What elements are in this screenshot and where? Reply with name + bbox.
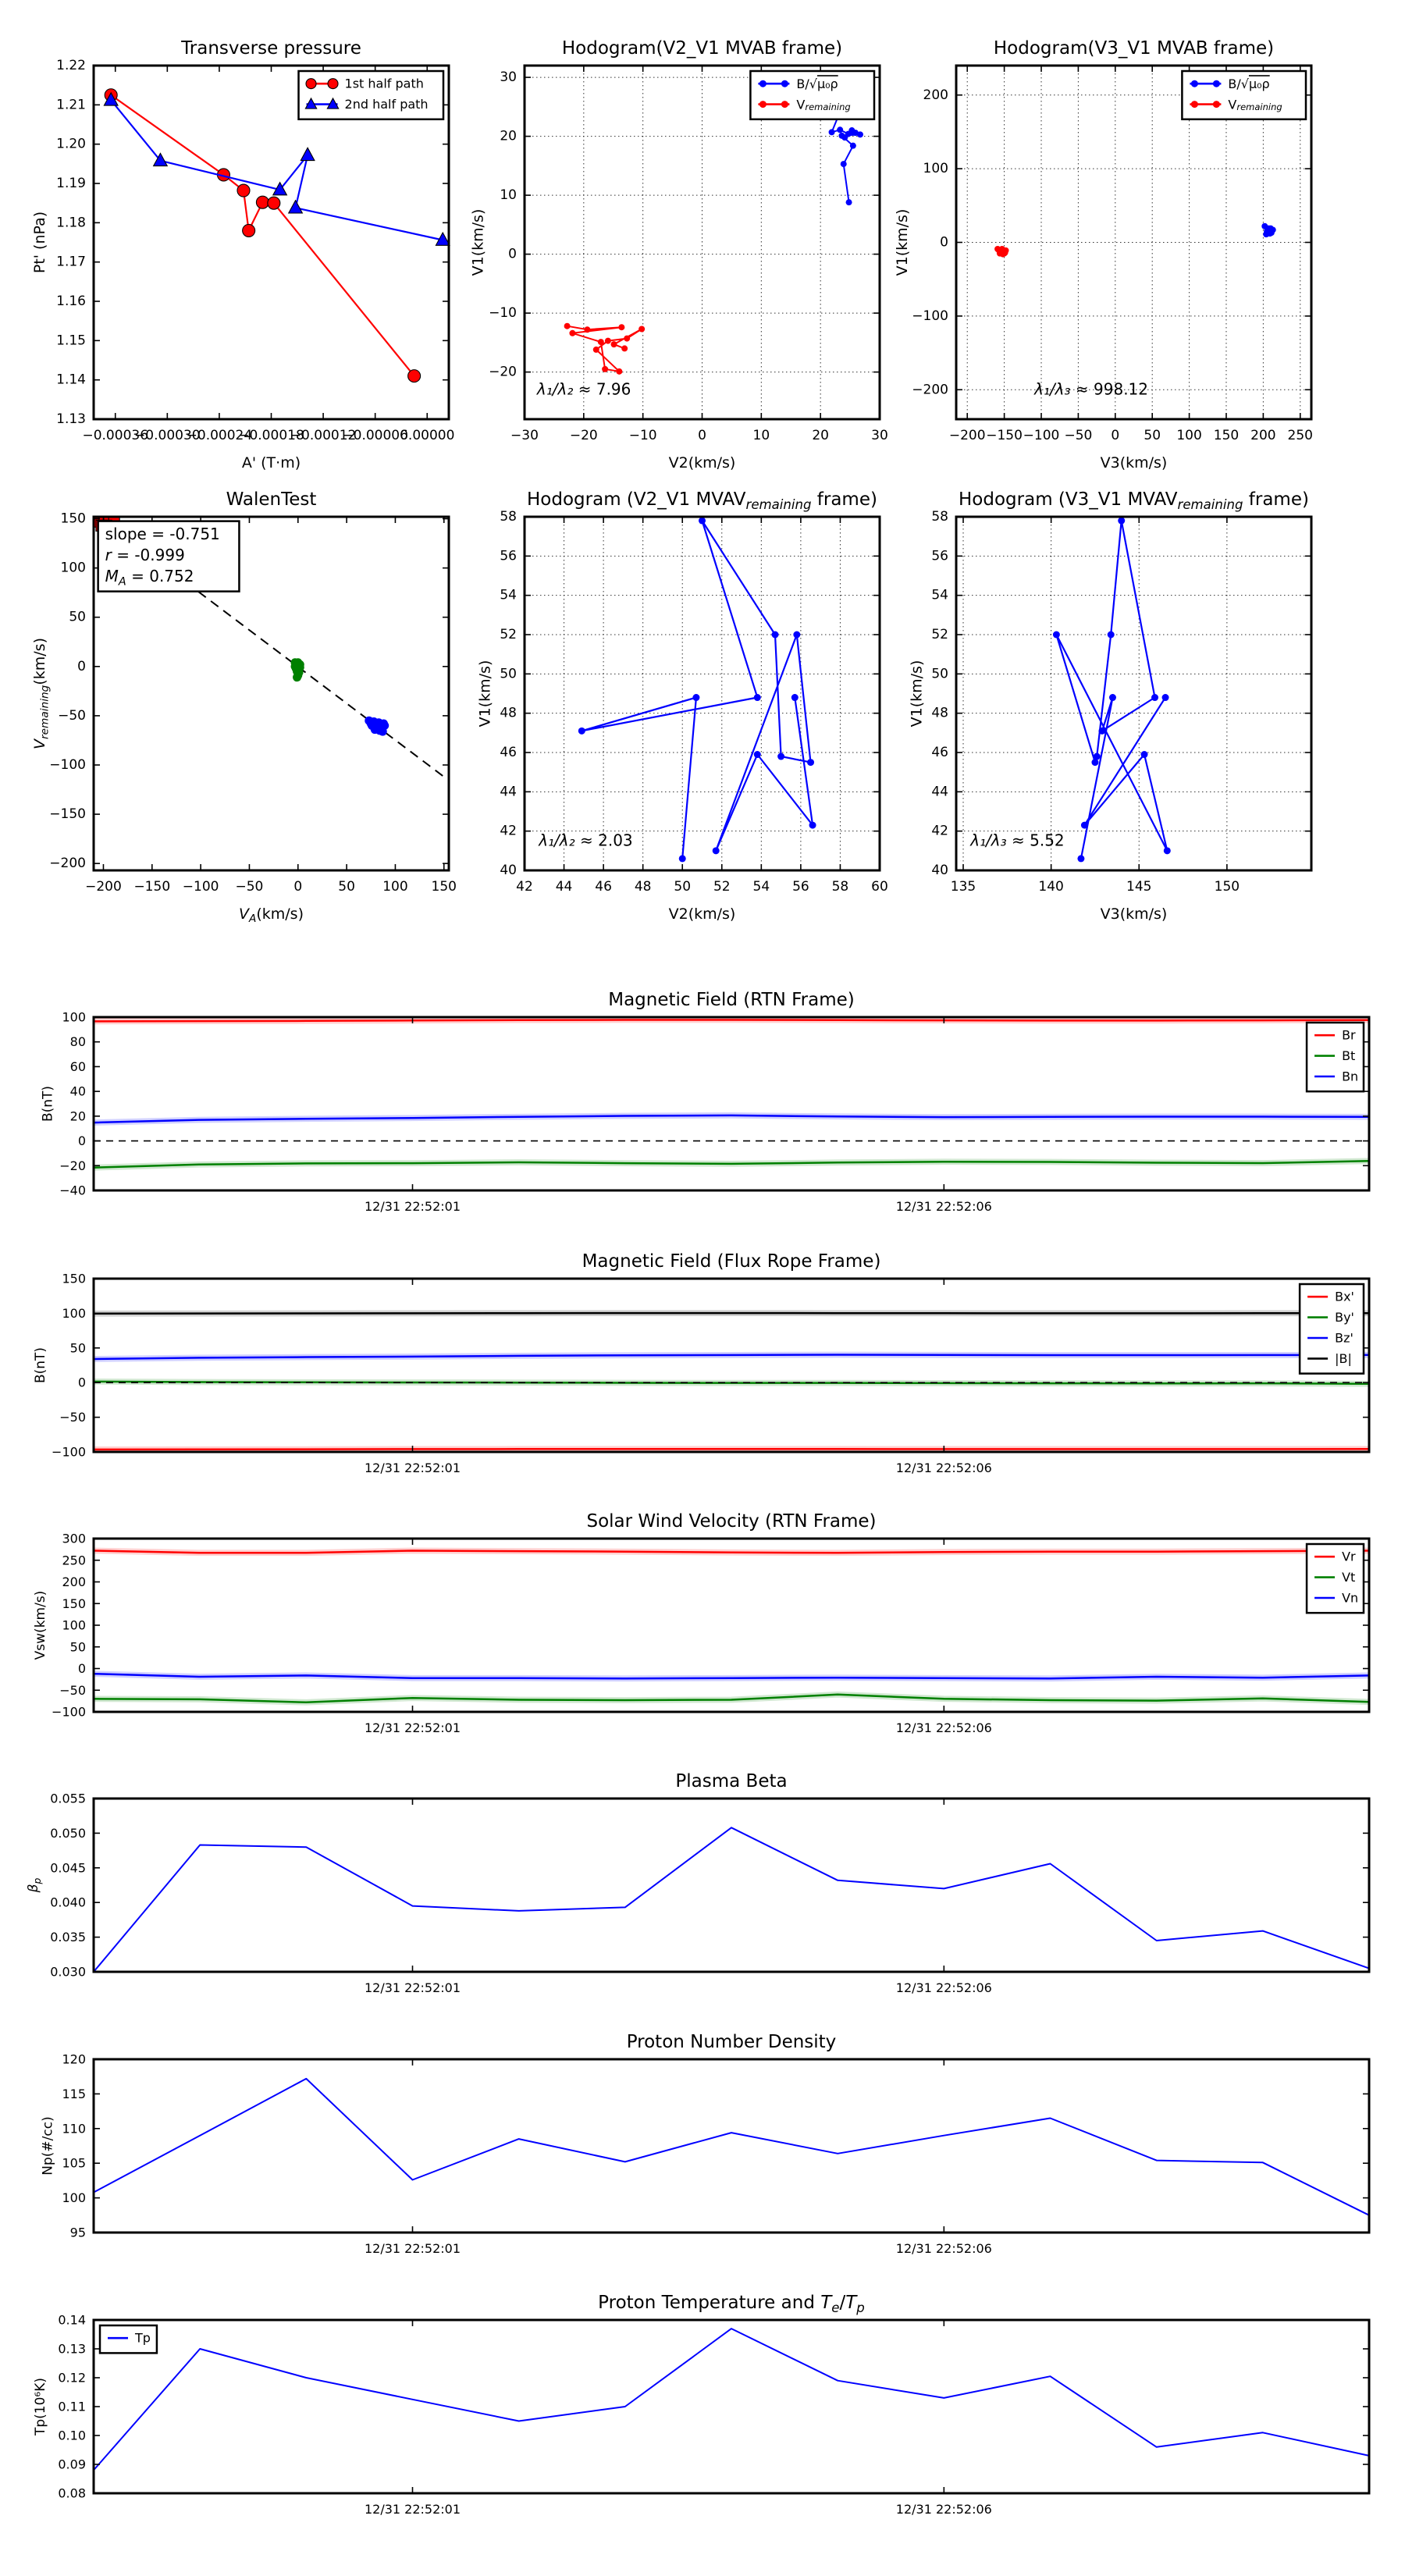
magnetic-field-flux-rope-legend-label: Bx' — [1335, 1289, 1354, 1304]
hodogram-v2v1-mvab-ytick-label: −10 — [489, 305, 517, 322]
hodogram-v3v1-mvav-ylabel: V1(km/s) — [908, 660, 926, 728]
proton-temperature-ylabel: Tp(10⁶K) — [33, 2377, 49, 2436]
hodogram-v2v1-mvav-ytick-label: 54 — [500, 587, 517, 603]
transverse-pressure-ytick-label: 1.22 — [56, 58, 86, 73]
magnetic-field-flux-rope-xtick-label: 12/31 22:52:06 — [895, 1461, 992, 1475]
hodogram-v2v1-mvav-ytick-label: 56 — [500, 548, 517, 564]
transverse-pressure-ytick-label: 1.17 — [56, 254, 86, 270]
hodogram-v2v1-mvav-xtick-label: 60 — [871, 879, 888, 895]
hodogram-v2v1-mvab-xtick-label: −30 — [510, 428, 539, 443]
solar-wind-velocity-rtn-legend — [1307, 1544, 1364, 1613]
magnetic-field-flux-rope-ytick-label: 0 — [77, 1375, 86, 1390]
hodogram-v2v1-mvav-xtick-label: 52 — [713, 879, 731, 895]
hodogram-v3v1-mvab-ytick-label: 0 — [940, 234, 948, 251]
hodogram-v2v1-mvav-annotation: λ₁/λ₂ ≈ 2.03 — [539, 831, 633, 850]
hodogram-v2v1-mvab-xtick-label: −10 — [628, 428, 657, 443]
magnetic-field-rtn-ytick-label: 80 — [69, 1034, 86, 1050]
proton-temperature-ytick-label: 0.13 — [58, 2341, 86, 2357]
solar-wind-velocity-rtn-ylabel: Vsw(km/s) — [33, 1590, 49, 1660]
transverse-pressure-xtick-label: 0.00000 — [400, 428, 455, 443]
walen-test-stats-line: slope = -0.751 — [105, 525, 220, 544]
magnetic-field-rtn-ytick-label: 20 — [69, 1108, 86, 1124]
transverse-pressure-ytick-label: 1.14 — [56, 372, 86, 388]
hodogram-v3v1-mvav-xtick-label: 150 — [1214, 879, 1240, 895]
hodogram-v3v1-mvav-ytick-label: 58 — [931, 509, 948, 525]
solar-wind-velocity-rtn-legend-label: Vn — [1342, 1590, 1359, 1606]
plasma-beta — [26, 1771, 1369, 1995]
walen-test-ytick-label: −200 — [49, 856, 86, 872]
transverse-pressure-title: Transverse pressure — [181, 38, 361, 59]
solar-wind-velocity-rtn-xtick-label: 12/31 22:52:06 — [895, 1720, 992, 1735]
walen-test-ytick-label: −100 — [49, 756, 86, 773]
hodogram-v2v1-mvab-ytick-label: −20 — [489, 364, 517, 380]
proton-number-density-ylabel: Np(#/cc) — [40, 2116, 56, 2176]
hodogram-v3v1-mvab-legend — [1182, 71, 1306, 119]
magnetic-field-flux-rope — [33, 1251, 1369, 1475]
proton-number-density-xtick-label: 12/31 22:52:01 — [364, 2241, 461, 2256]
hodogram-v3v1-mvab — [894, 38, 1313, 471]
hodogram-v2v1-mvav-ytick-label: 46 — [500, 745, 517, 760]
magnetic-field-rtn-legend-label: Bt — [1342, 1048, 1356, 1064]
proton-temperature-title: Proton Temperature and $T_e/T_p$ — [598, 2293, 865, 2316]
transverse-pressure-xtick-label: −0.00024 — [186, 428, 253, 443]
hodogram-v3v1-mvab-ytick-label: −100 — [912, 308, 948, 324]
hodogram-v3v1-mvab-ytick-label: 200 — [923, 87, 948, 103]
magnetic-field-flux-rope-series-Bx' — [94, 1449, 1369, 1450]
hodogram-v3v1-mvav-xlabel: V3(km/s) — [1100, 906, 1168, 923]
hodogram-v2v1-mvab-xtick-label: 0 — [698, 428, 706, 443]
walen-test-ytick-label: −50 — [58, 707, 86, 724]
proton-temperature-ytick-label: 0.10 — [58, 2428, 86, 2443]
proton-number-density-ytick-label: 120 — [62, 2051, 86, 2067]
proton-number-density-xtick-label: 12/31 22:52:06 — [895, 2241, 992, 2256]
hodogram-v2v1-mvav-xtick-label: 42 — [516, 879, 533, 895]
magnetic-field-flux-rope-legend — [1300, 1284, 1364, 1374]
hodogram-v3v1-mvav-ytick-label: 40 — [931, 863, 948, 878]
magnetic-field-flux-rope-ytick-label: 100 — [62, 1305, 86, 1321]
hodogram-v2v1-mvav-title: Hodogram (V2_V1 $MVAV_{remaining}$ frame) — [527, 489, 877, 513]
magnetic-field-flux-rope-ytick-label: −100 — [52, 1444, 86, 1460]
magnetic-field-rtn-ytick-label: 40 — [69, 1083, 86, 1099]
hodogram-v2v1-mvav-xtick-label: 58 — [831, 879, 849, 895]
proton-number-density-ytick-label: 110 — [62, 2121, 86, 2137]
hodogram-v2v1-mvav-ytick-label: 58 — [500, 509, 517, 525]
proton-number-density-ytick-label: 105 — [62, 2155, 86, 2171]
hodogram-v3v1-mvav-ytick-label: 48 — [931, 705, 948, 721]
proton-number-density — [40, 2032, 1369, 2256]
hodogram-v3v1-mvab-ytick-label: −200 — [912, 382, 948, 398]
solar-wind-velocity-rtn — [33, 1511, 1369, 1735]
hodogram-v2v1-mvab-xlabel: V2(km/s) — [668, 454, 736, 471]
solar-wind-velocity-rtn-ytick-label: 300 — [62, 1531, 86, 1546]
hodogram-v2v1-mvav-ytick-label: 52 — [500, 627, 517, 642]
transverse-pressure-ytick-label: 1.20 — [56, 136, 86, 152]
magnetic-field-flux-rope-legend-label: |B| — [1335, 1350, 1352, 1366]
transverse-pressure-ytick-label: 1.19 — [56, 176, 86, 191]
plasma-beta-ylabel: $\beta_p$ — [26, 1877, 43, 1893]
solar-wind-velocity-rtn-ytick-label: 250 — [62, 1553, 86, 1568]
proton-temperature-ytick-label: 0.12 — [58, 2370, 86, 2386]
proton-temperature-ytick-label: 0.08 — [58, 2485, 86, 2501]
hodogram-v2v1-mvav-ytick-label: 48 — [500, 705, 517, 721]
magnetic-field-rtn-xtick-label: 12/31 22:52:01 — [364, 1199, 461, 1214]
hodogram-v3v1-mvav — [909, 489, 1311, 923]
magnetic-field-flux-rope-ytick-label: 150 — [62, 1271, 86, 1286]
hodogram-v3v1-mvav-ytick-label: 46 — [931, 745, 948, 760]
walen-test-ytick-label: 100 — [60, 560, 86, 576]
hodogram-v2v1-mvav-ytick-label: 50 — [500, 666, 517, 682]
walen-test-xtick-label: −150 — [133, 879, 171, 895]
walen-test-xtick-label: −50 — [235, 879, 264, 895]
solar-wind-velocity-rtn-xtick-label: 12/31 22:52:01 — [364, 1720, 461, 1735]
plasma-beta-xtick-label: 12/31 22:52:06 — [895, 1980, 992, 1995]
hodogram-v3v1-mvab-xtick-label: 100 — [1176, 428, 1202, 443]
hodogram-v3v1-mvab-xtick-label: 200 — [1250, 428, 1276, 443]
hodogram-v2v1-mvab-annotation: λ₁/λ₂ ≈ 7.96 — [536, 379, 631, 399]
hodogram-v3v1-mvab-xtick-label: −100 — [1023, 428, 1060, 443]
hodogram-v2v1-mvav-xtick-label: 54 — [752, 879, 770, 895]
proton-temperature-ytick-label: 0.09 — [58, 2457, 86, 2472]
magnetic-field-rtn-ylabel: B(nT) — [40, 1085, 56, 1123]
walen-test-xtick-label: 0 — [293, 879, 303, 895]
hodogram-v2v1-mvab-ylabel: V1(km/s) — [469, 208, 487, 276]
transverse-pressure-ytick-label: 1.16 — [56, 294, 86, 309]
hodogram-v2v1-mvav-ylabel: V1(km/s) — [476, 660, 494, 728]
hodogram-v3v1-mvab-xtick-label: −50 — [1064, 428, 1093, 443]
hodogram-v3v1-mvav-ytick-label: 42 — [931, 823, 948, 839]
plasma-beta-ytick-label: 0.035 — [50, 1930, 86, 1945]
hodogram-v2v1-mvab-ytick-label: 0 — [508, 246, 517, 262]
magnetic-field-rtn-ytick-label: −40 — [59, 1183, 86, 1198]
hodogram-v2v1-mvav-xtick-label: 50 — [674, 879, 692, 895]
plasma-beta-ytick-label: 0.050 — [50, 1825, 86, 1841]
proton-number-density-title: Proton Number Density — [626, 2032, 837, 2052]
magnetic-field-rtn-xtick-label: 12/31 22:52:06 — [895, 1199, 992, 1214]
walen-test-xtick-label: −100 — [182, 879, 219, 895]
walen-test-xlabel: $V_A(km/s)$ — [239, 906, 304, 926]
magnetic-field-rtn-legend-label: Br — [1342, 1027, 1356, 1043]
walen-test-xtick-label: 50 — [338, 879, 355, 895]
hodogram-v2v1-mvab-legend — [750, 71, 874, 119]
hodogram-v2v1-mvab-title: Hodogram(V2_V1 MVAB frame) — [561, 38, 843, 59]
walen-test-xtick-label: 150 — [431, 879, 457, 895]
hodogram-v3v1-mvav-title: Hodogram (V3_V1 $MVAV_{remaining}$ frame) — [959, 489, 1309, 513]
transverse-pressure-xtick-label: −0.00030 — [134, 428, 201, 443]
hodogram-v2v1-mvab-xtick-label: 10 — [752, 428, 770, 443]
proton-temperature-xtick-label: 12/31 22:52:01 — [364, 2502, 461, 2517]
hodogram-v3v1-mvab-legend-label: B/√μ₀ρ — [1228, 76, 1270, 91]
plasma-beta-title: Plasma Beta — [675, 1771, 788, 1791]
hodogram-v2v1-mvab-legend-label: $V_{remaining}$ — [796, 97, 851, 113]
hodogram-v3v1-mvab-ylabel: V1(km/s) — [894, 208, 912, 276]
walen-test-title: WalenTest — [226, 489, 317, 510]
walen-test-xtick-label: 100 — [382, 879, 408, 895]
plasma-beta-ytick-label: 0.030 — [50, 1964, 86, 1980]
solar-wind-velocity-rtn-ytick-label: −100 — [52, 1704, 86, 1720]
walen-test-xtick-label: −200 — [85, 879, 122, 895]
magnetic-field-flux-rope-xtick-label: 12/31 22:52:01 — [364, 1461, 461, 1475]
magnetic-field-rtn-ytick-label: 0 — [77, 1133, 86, 1149]
plasma-beta-ytick-label: 0.055 — [50, 1791, 86, 1806]
hodogram-v3v1-mvav-ytick-label: 56 — [931, 548, 948, 564]
hodogram-v2v1-mvab-xtick-label: 20 — [812, 428, 829, 443]
hodogram-v2v1-mvav-ytick-label: 40 — [500, 863, 517, 878]
hodogram-v2v1-mvav-xtick-label: 48 — [634, 879, 652, 895]
transverse-pressure-xtick-label: −0.00006 — [342, 428, 408, 443]
hodogram-v3v1-mvab-legend-label: $V_{remaining}$ — [1228, 97, 1282, 113]
magnetic-field-rtn-legend-label: Bn — [1342, 1069, 1359, 1084]
plasma-beta-ytick-label: 0.040 — [50, 1895, 86, 1910]
proton-temperature-xtick-label: 12/31 22:52:06 — [895, 2502, 992, 2517]
hodogram-v3v1-mvav-ytick-label: 44 — [931, 784, 948, 800]
magnetic-field-rtn-ytick-label: −20 — [59, 1158, 86, 1173]
walen-test-ytick-label: 50 — [69, 609, 86, 625]
hodogram-v3v1-mvab-xtick-label: 50 — [1144, 428, 1161, 443]
proton-number-density-ytick-label: 100 — [62, 2190, 86, 2206]
magnetic-field-rtn-ytick-label: 60 — [69, 1059, 86, 1074]
walen-test-ytick-label: 150 — [60, 511, 86, 527]
plasma-beta-xtick-label: 12/31 22:52:01 — [364, 1980, 461, 1995]
hodogram-v3v1-mvab-xtick-label: −150 — [986, 428, 1023, 443]
magnetic-field-rtn-title: Magnetic Field (RTN Frame) — [608, 990, 855, 1010]
transverse-pressure-xtick-label: −0.00018 — [238, 428, 304, 443]
hodogram-v2v1-mvav-xtick-label: 56 — [792, 879, 809, 895]
magnetic-field-flux-rope-series-|B| — [94, 1313, 1369, 1314]
solar-wind-velocity-rtn-ytick-label: 0 — [77, 1661, 86, 1676]
hodogram-v2v1-mvav-xlabel: V2(km/s) — [668, 906, 736, 923]
solar-wind-velocity-rtn-legend-label: Vr — [1342, 1549, 1356, 1564]
walen-test-stats-line: r = -0.999 — [105, 546, 185, 565]
magnetic-field-rtn-legend — [1307, 1023, 1364, 1091]
hodogram-v2v1-mvav-ytick-label: 42 — [500, 823, 517, 839]
proton-temperature — [33, 2293, 1369, 2517]
hodogram-v2v1-mvab-ytick-label: 30 — [500, 69, 517, 86]
transverse-pressure-ytick-label: 1.21 — [56, 97, 86, 113]
transverse-pressure-xlabel: A' (T·m) — [241, 454, 301, 471]
proton-number-density-ytick-label: 115 — [62, 2086, 86, 2101]
solar-wind-velocity-rtn-legend-label: Vt — [1342, 1570, 1356, 1585]
transverse-pressure-ylabel: Pt' (nPa) — [31, 211, 49, 274]
proton-number-density-ytick-label: 95 — [69, 2225, 86, 2240]
proton-temperature-ytick-label: 0.14 — [58, 2312, 86, 2328]
hodogram-v3v1-mvav-ytick-label: 54 — [931, 587, 948, 603]
magnetic-field-flux-rope-ytick-label: 50 — [69, 1340, 86, 1356]
transverse-pressure-ytick-label: 1.15 — [56, 333, 86, 349]
hodogram-v3v1-mvav-xtick-label: 145 — [1126, 879, 1152, 895]
walen-test-ytick-label: 0 — [77, 658, 86, 674]
hodogram-v2v1-mvav-ytick-label: 44 — [500, 784, 517, 800]
walen-test-stats-line: $M_A = 0.752$ — [105, 567, 194, 589]
magnetic-field-flux-rope-legend-label: Bz' — [1335, 1330, 1353, 1346]
hodogram-v3v1-mvab-xtick-label: 250 — [1287, 428, 1314, 443]
proton-temperature-legend — [100, 2325, 157, 2353]
hodogram-v2v1-mvab-xtick-label: −20 — [569, 428, 598, 443]
solar-wind-velocity-rtn-ytick-label: 50 — [69, 1639, 86, 1655]
hodogram-v3v1-mvab-xtick-label: 0 — [1111, 428, 1120, 443]
magnetic-field-flux-rope-ylabel: B(nT) — [33, 1347, 49, 1384]
hodogram-v2v1-mvav-xtick-label: 46 — [595, 879, 612, 895]
hodogram-v2v1-mvab-legend-label: B/√μ₀ρ — [796, 76, 838, 91]
hodogram-v3v1-mvav-xtick-label: 140 — [1038, 879, 1064, 895]
magnetic-field-flux-rope-title: Magnetic Field (Flux Rope Frame) — [582, 1251, 881, 1272]
hodogram-v3v1-mvav-ytick-label: 52 — [931, 627, 948, 642]
transverse-pressure-xtick-label: −0.00012 — [290, 428, 357, 443]
walen-test — [31, 489, 457, 925]
proton-temperature-ytick-label: 0.11 — [58, 2399, 86, 2414]
hodogram-v3v1-mvav-xtick-label: 135 — [950, 879, 976, 895]
transverse-pressure — [31, 38, 454, 471]
hodogram-v3v1-mvab-title: Hodogram(V3_V1 MVAB frame) — [993, 38, 1275, 59]
magnetic-field-flux-rope-ytick-label: −50 — [59, 1410, 86, 1425]
hodogram-v3v1-mvav-ytick-label: 50 — [931, 666, 948, 682]
hodogram-v2v1-mvab — [469, 38, 887, 471]
hodogram-v2v1-mvab-ytick-label: 20 — [500, 128, 517, 144]
hodogram-v3v1-mvab-annotation: λ₁/λ₃ ≈ 998.12 — [1034, 379, 1149, 399]
transverse-pressure-ytick-label: 1.18 — [56, 215, 86, 231]
solar-wind-velocity-rtn-title: Solar Wind Velocity (RTN Frame) — [586, 1511, 877, 1532]
hodogram-v2v1-mvav-xtick-label: 44 — [555, 879, 573, 895]
transverse-pressure-legend-label: 1st half path — [344, 76, 424, 91]
solar-wind-velocity-rtn-ytick-label: −50 — [59, 1682, 86, 1698]
transverse-pressure-legend-label: 2nd half path — [344, 97, 429, 112]
hodogram-v2v1-mvab-xtick-label: 30 — [871, 428, 888, 443]
transverse-pressure-xtick-label: −0.00036 — [82, 428, 149, 443]
plasma-beta-ytick-label: 0.045 — [50, 1860, 86, 1876]
hodogram-v3v1-mvab-xlabel: V3(km/s) — [1100, 454, 1168, 471]
magnetic-field-flux-rope-legend-label: By' — [1335, 1310, 1354, 1325]
solar-wind-velocity-rtn-ytick-label: 150 — [62, 1596, 86, 1611]
walen-test-ytick-label: −150 — [49, 806, 86, 823]
hodogram-v2v1-mvab-ytick-label: 10 — [500, 187, 517, 204]
magnetic-field-rtn-ytick-label: 100 — [62, 1009, 86, 1025]
hodogram-v2v1-mvav — [477, 489, 888, 923]
solar-wind-velocity-rtn-ytick-label: 100 — [62, 1617, 86, 1633]
proton-temperature-legend-label: Tp — [135, 2330, 151, 2346]
transverse-pressure-ytick-label: 1.13 — [56, 411, 86, 427]
solar-wind-velocity-rtn-ytick-label: 200 — [62, 1574, 86, 1589]
hodogram-v3v1-mvav-annotation: λ₁/λ₃ ≈ 5.52 — [970, 831, 1065, 850]
walen-test-ylabel: $V_{remaining}(km/s)$ — [31, 638, 52, 749]
transverse-pressure-legend — [299, 71, 443, 119]
magnetic-field-rtn — [40, 990, 1369, 1214]
hodogram-v3v1-mvab-xtick-label: 150 — [1213, 428, 1240, 443]
hodogram-v3v1-mvab-xtick-label: −200 — [948, 428, 986, 443]
hodogram-v3v1-mvab-ytick-label: 100 — [923, 161, 948, 177]
